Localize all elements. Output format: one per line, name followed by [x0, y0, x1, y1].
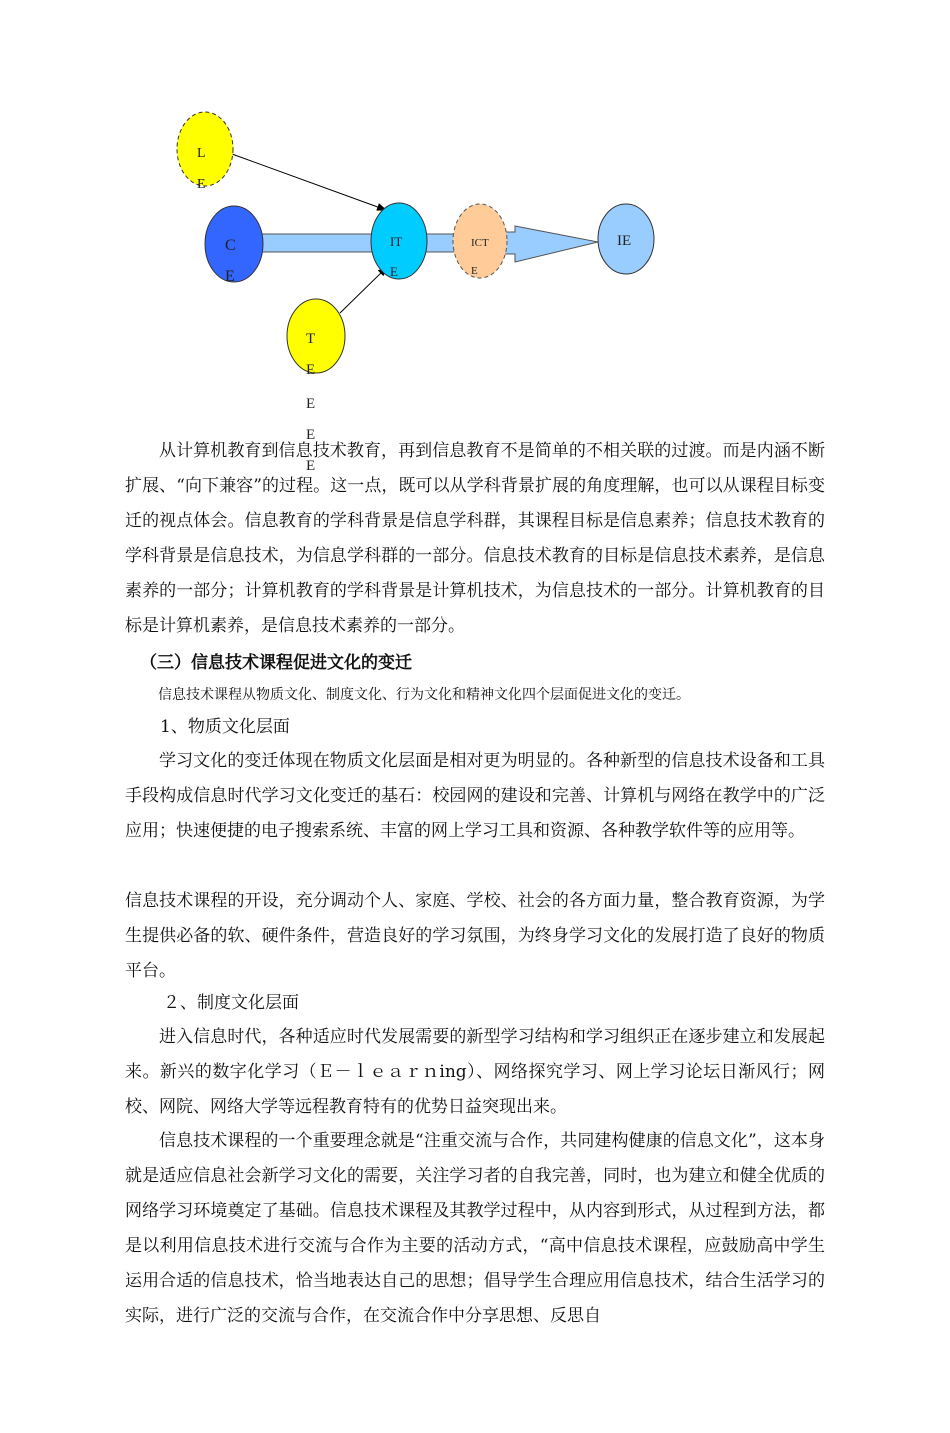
- icte-to-ie-arrow: [505, 226, 598, 262]
- icte-label-e: E: [471, 265, 478, 277]
- le-label-l: L: [197, 146, 206, 161]
- ce-label-c: C: [225, 237, 236, 254]
- subheading-material-culture: 1、物质文化层面: [160, 717, 290, 737]
- ce-label-e: E: [225, 268, 235, 285]
- subheading-institutional-culture: ２、制度文化层面: [163, 993, 299, 1013]
- tee-label-e3: E: [306, 427, 316, 443]
- tee-label-t: T: [306, 331, 315, 347]
- section-intro: 信息技术课程从物质文化、制度文化、行为文化和精神文化四个层面促进文化的变迁。: [158, 687, 690, 703]
- paragraph-course-offering: 信息技术课程的开设，充分调动个人、家庭、学校、社会的各方面力量，整合教育资源，为学生提供必备的软、硬件条件，营造良好的学习氛围，为终身学习文化的发展打造了良好的物质平台。: [125, 891, 825, 981]
- paragraph-institutional-culture: 进入信息时代，各种适应时代发展需要的新型学习结构和学习组织正在逐步建立和发展起来。新兴的数字化学习（Ｅ－ｌｅａｒｎing）、网络探究学习、网上学习论坛日渐风行；网校、网院、网络大学等远程教育特有的优势日益突现出来。: [125, 1027, 825, 1117]
- paragraph-material-culture: 学习文化的变迁体现在物质文化层面是相对更为明显的。各种新型的信息技术设备和工具手段构成信息时代学习文化变迁的基石：校园网的建设和完善、计算机与网络在教学中的广泛应用；快速便捷的电子搜索系统、丰富的网上学习工具和资源、各种教学软件等的应用等。: [125, 751, 825, 841]
- ie-label: IE: [617, 233, 632, 249]
- paragraph-education-evolution: 从计算机教育到信息技术教育，再到信息教育不是简单的不相关联的过渡。而是内涵不断扩展、“向下兼容”的过程。这一点，既可以从学科背景扩展的角度理解，也可以从课程目标变迁的视点体会。信息教育的学科背景是信息学科群，其课程目标是信息素养；信息技术教育的学科背景是信息技术，为信息学科群的一部分。信息技术教育的目标是信息技术素养，是信息素养的一部分；计算机教育的学科背景是计算机技术，为信息技术的一部分。计算机教育的目标是计算机素养，是信息技术素养的一部分。: [125, 441, 825, 636]
- le-to-ite-arrow: [232, 154, 386, 210]
- tee-label-e2: E: [306, 396, 316, 412]
- ite-label-it: IT: [390, 234, 403, 249]
- paragraph-course-concept: 信息技术课程的一个重要理念就是“注重交流与合作，共同建构健康的信息文化”，这本身就是适应信息社会新学习文化的需要，关注学习者的自我完善，同时，也为建立和健全优质的网络学习环境奠定了基础。信息技术课程及其教学过程中，从内容到形式，从过程到方法，都是以利用信息技术进行交流与合作为主要的活动方式，“高中信息技术课程，应鼓励高中学生运用合适的信息技术，恰当地表达自己的思想；倡导学生合理应用信息技术，结合生活学习的实际，进行广泛的交流与合作，在交流合作中分享思想、反思自: [125, 1131, 825, 1326]
- ite-label-e: E: [390, 264, 398, 279]
- education-evolution-diagram: [0, 0, 950, 480]
- tee-to-ite-arrow: [340, 267, 387, 313]
- tee-label-e1: E: [306, 362, 316, 378]
- icte-label-ict: ICT: [471, 237, 489, 249]
- ce-to-ite-band: [262, 234, 377, 252]
- section-heading-3: （三）信息技术课程促进文化的变迁: [140, 653, 412, 673]
- tee-label-e4: E: [306, 458, 316, 474]
- le-label-e: E: [197, 177, 206, 192]
